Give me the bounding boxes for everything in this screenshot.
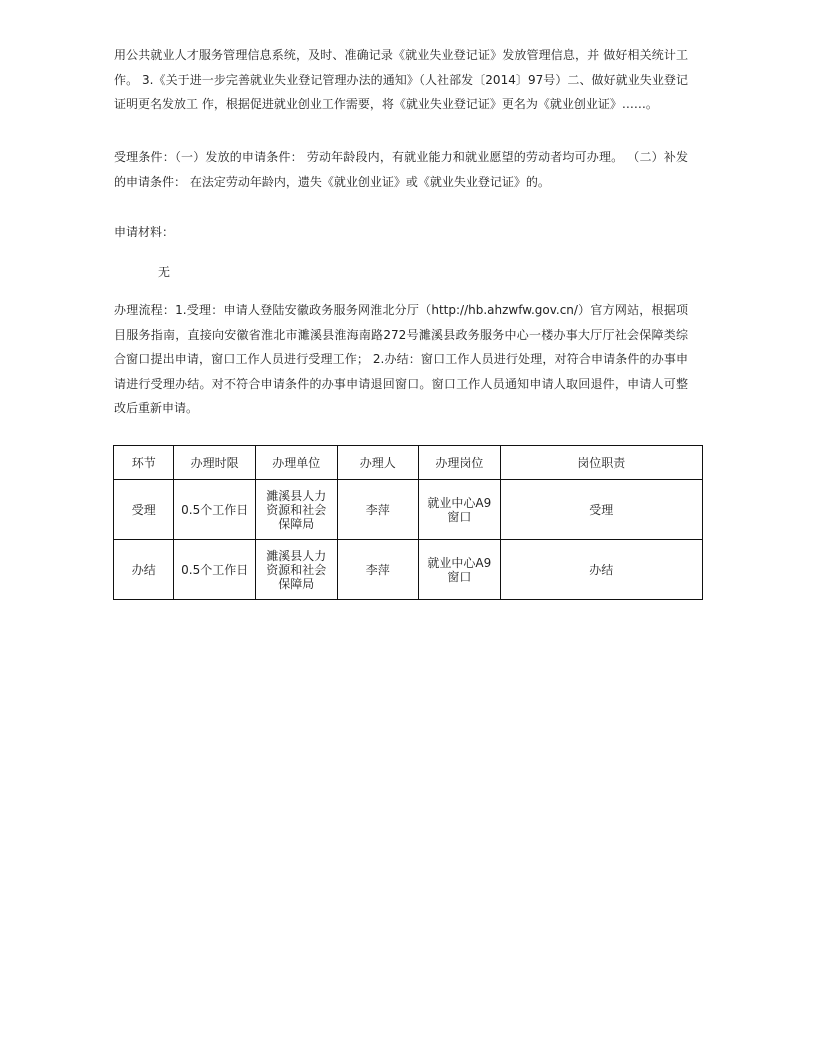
header-handler: 办理人 <box>337 446 419 480</box>
cell-unit: 濉溪县人力资源和社会保障局 <box>255 480 337 540</box>
paragraph-materials-value: 无 <box>158 265 171 279</box>
paragraph-materials-label: 申请材料： <box>114 225 175 239</box>
header-time-limit: 办理时限 <box>174 446 256 480</box>
header-unit: 办理单位 <box>255 446 337 480</box>
header-stage: 环节 <box>114 446 174 480</box>
cell-time-limit: 0.5个工作日 <box>174 540 256 600</box>
paragraph-notice-excerpt: 用公共就业人才服务管理信息系统，及时、准确记录《就业失业登记证》发放管理信息，并 做好相关统计工作。 3.《关于进一步完善就业失业登记管理办法的通知》（人社部发〔2014〕97号）二、做好就业失业登记证明更名发放工 作，根据促进就业创业工作需要，将《就业失业登记证》更名为《就业创业证》……。 <box>114 48 688 111</box>
paragraph-acceptance-conditions: 受理条件：（一）发放的申请条件： 劳动年龄段内，有就业能力和就业愿望的劳动者均可办理。 （二）补发的申请条件： 在法定劳动年龄内，遗失《就业创业证》或《就业失业登记证》的。 <box>114 150 688 189</box>
table-row <box>114 480 703 540</box>
cell-handler: 李萍 <box>337 480 419 540</box>
cell-stage: 办结 <box>114 540 174 600</box>
cell-handler: 李萍 <box>337 540 419 600</box>
cell-time-limit: 0.5个工作日 <box>174 480 256 540</box>
cell-duty: 受理 <box>500 480 702 540</box>
header-duty: 岗位职责 <box>500 446 702 480</box>
table-header-row <box>114 446 703 480</box>
header-post: 办理岗位 <box>419 446 501 480</box>
cell-duty: 办结 <box>500 540 702 600</box>
paragraph-process: 办理流程：1.受理：申请人登陆安徽政务服务网淮北分厅（http://hb.ahzwfw.gov.cn/）官方网站，根据项目服务指南，直接向安徽省淮北市濉溪县淮海南路272号濉溪县政务服务中心一楼办事大厅厅社会保障类综合窗口提出申请，窗口工作人员进行受理工作； 2.办结：窗口工作人员进行处理，对符合申请条件的办事申请进行受理办结。对不符合申请条件的办事申请退回窗口。窗口工作人员通知申请人取回退件，申请人可整改后重新申请。 <box>114 303 688 415</box>
cell-post: 就业中心A9窗口 <box>419 540 501 600</box>
cell-post: 就业中心A9窗口 <box>419 480 501 540</box>
process-table <box>113 445 703 600</box>
cell-stage: 受理 <box>114 480 174 540</box>
cell-unit: 濉溪县人力资源和社会保障局 <box>255 540 337 600</box>
table-row <box>114 540 703 600</box>
